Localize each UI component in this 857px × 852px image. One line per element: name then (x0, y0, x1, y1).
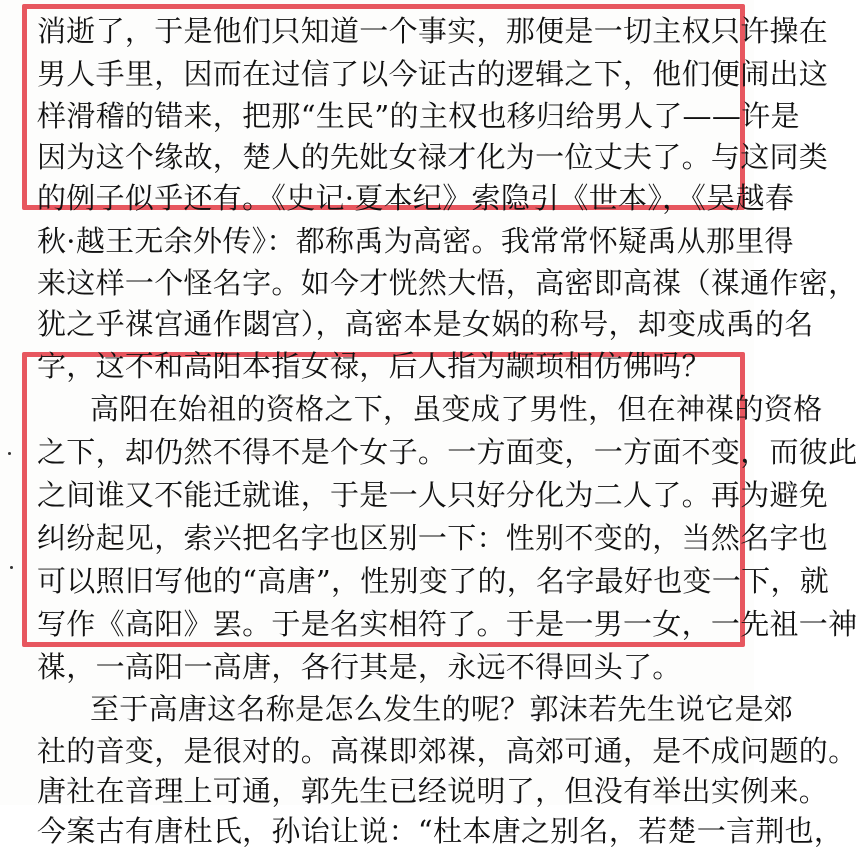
text-line-1: 消逝了，于是他们只知道一个事实，那便是一切主权只许操在 (37, 14, 829, 48)
text-line-8: 犹之乎禖宫通作閟宫），高密本是女娲的称号，却变成禹的名 (37, 307, 814, 341)
text-line-14: 可以照旧写他的“高唐”，性别变了的，名字最好也变一下，就 (37, 564, 830, 598)
text-line-15: 写作《高阳》罢。于是名实相符了。于是一男一女，一先祖一神 (37, 607, 857, 641)
text-line-13: 纠纷起见，索兴把名字也区别一下：性别不变的，当然名字也 (37, 521, 829, 555)
text-line-19: 唐社在音理上可通，郭先生已经说明了，但没有举出实例来。 (37, 774, 829, 808)
text-line-3: 样滑稽的错来，把那“生民”的主权也移归给男人了——许是 (37, 99, 800, 133)
text-line-2: 男人手里，因而在过信了以今证古的逻辑之下，他们便闹出这 (37, 57, 829, 91)
text-line-4: 因为这个缘故，楚人的先妣女禄才化为一位丈夫了。与这同类 (37, 140, 829, 174)
scan-speck (8, 452, 11, 455)
text-line-5: 的例子似乎还有。《史记·夏本纪》索隐引《世本》，《吴越春 (37, 181, 795, 215)
text-line-7: 来这样一个怪名字。如今才恍然大悟，高密即高禖（禖通作密， (37, 266, 857, 300)
text-line-18: 社的音变，是很对的。高禖即郊禖，高郊可通，是不成问题的。 (37, 734, 857, 768)
scan-speck (10, 566, 13, 569)
text-line-16: 禖，一高阳一高唐，各行其是，永远不得回头了。 (37, 650, 682, 684)
text-line-20: 今案古有唐杜氏，孙诒让说：“杜本唐之别名，若楚一言荆也， (37, 814, 844, 848)
text-line-6: 秋·越王无余外传》：都称禹为高密。我常常怀疑禹从那里得 (37, 224, 794, 258)
text-line-11: 之下，却仍然不得不是个女子。一方面变，一方面不变，而彼此 (37, 435, 857, 469)
text-line-10: 高阳在始祖的资格之下，虽变成了男性，但在神禖的资格 (90, 392, 823, 426)
text-line-12: 之间谁又不能迁就谁，于是一人只好分化为二人了。再为避免 (37, 478, 829, 512)
text-line-9: 字，这不和高阳本指女禄，后人指为颛顼相仿佛吗？ (37, 349, 711, 383)
text-line-17: 至于高唐这名称是怎么发生的呢？郭沫若先生说它是郊 (90, 692, 794, 726)
